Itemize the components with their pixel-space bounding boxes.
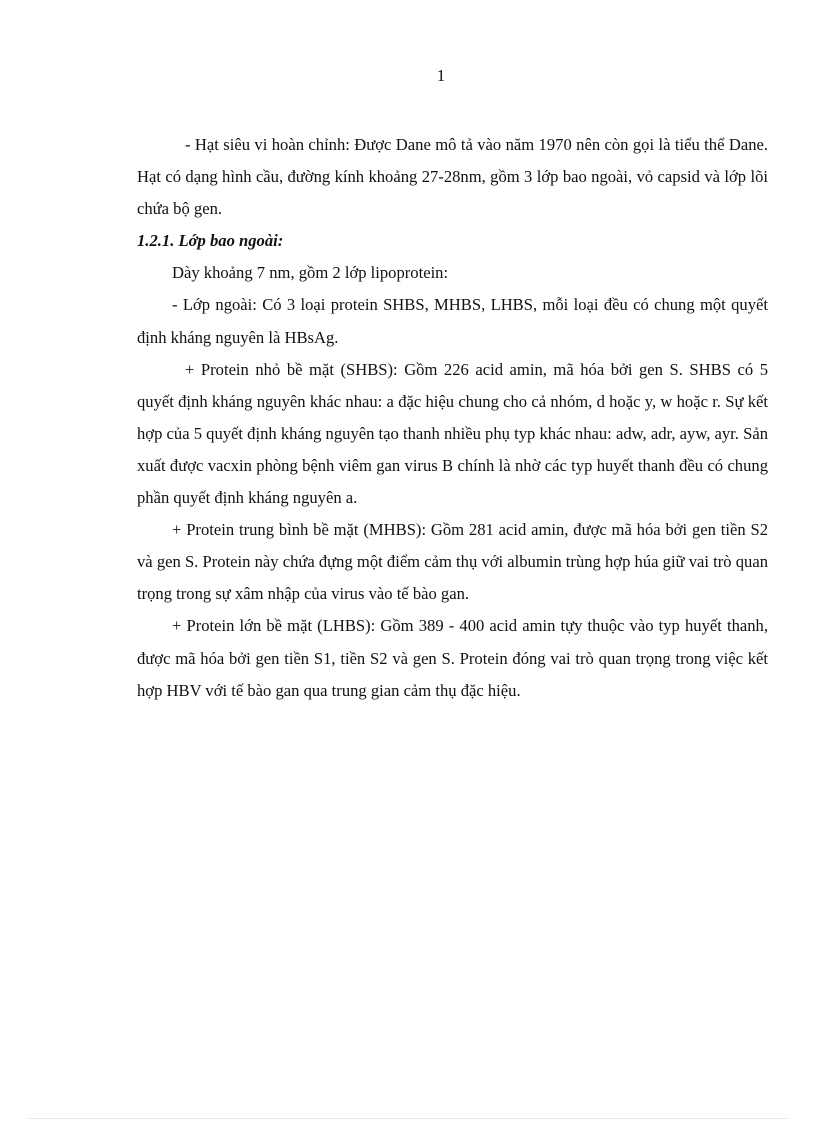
section-heading-outer-envelope: 1.2.1. Lớp bao ngoài: xyxy=(137,231,284,251)
paragraph-mhbs: + Protein trung bình bề mặt (MHBS): Gồm 281 acid amin, được mã hóa bởi gen tiền S2 và gen S. Protein này chứa đựng một điểm cảm thụ với albumin trùng hợp húa giữ vai trò quan trọng trong sự xâm nhập của virus vào tế bào gan. xyxy=(137,520,768,604)
document-body xyxy=(137,129,768,707)
page-number: 1 xyxy=(436,66,446,85)
paragraph-envelope-thickness: Dày khoảng 7 nm, gồm 2 lớp lipoprotein: xyxy=(172,263,449,283)
page-bottom-divider xyxy=(28,1118,788,1119)
paragraph-complete-virion: - Hạt siêu vi hoàn chỉnh: Được Dane mô tả vào năm 1970 nên còn gọi là tiểu thể Dane. Hạt có dạng hình cầu, đường kính khoảng 27-28nm, gồm 3 lớp bao ngoài, vỏ capsid và lớp lõi chứa bộ gen. xyxy=(137,135,768,219)
paragraph-outer-layer: - Lớp ngoài: Có 3 loại protein SHBS, MHBS, LHBS, mỗi loại đều có chung một quyết định kháng nguyên là HBsAg. xyxy=(137,295,768,347)
paragraph-lhbs: + Protein lớn bề mặt (LHBS): Gồm 389 - 400 acid amin tựy thuộc vào typ huyết thanh, được mã hóa bởi gen tiền S1, tiền S2 và gen S. Protein đóng vai trò quan trọng trong việc kết hợp HBV với tế bào gan qua trung gian cảm thụ đặc hiệu. xyxy=(137,616,768,700)
paragraph-shbs: + Protein nhỏ bề mặt (SHBS): Gồm 226 acid amin, mã hóa bởi gen S. SHBS có 5 quyết định kháng nguyên khác nhau: a đặc hiệu chung cho cả nhóm, d hoặc y, w hoặc r. Sự kết hợp của 5 quyết định kháng nguyên tạo thanh nhiều phụ typ khác nhau: adw, adr, ayw, ayr. Sản xuất được vacxin phòng bệnh viêm gan virus B chính là nhờ các typ huyết thanh đều có chung phần quyết định kháng nguyên a. xyxy=(137,359,768,508)
